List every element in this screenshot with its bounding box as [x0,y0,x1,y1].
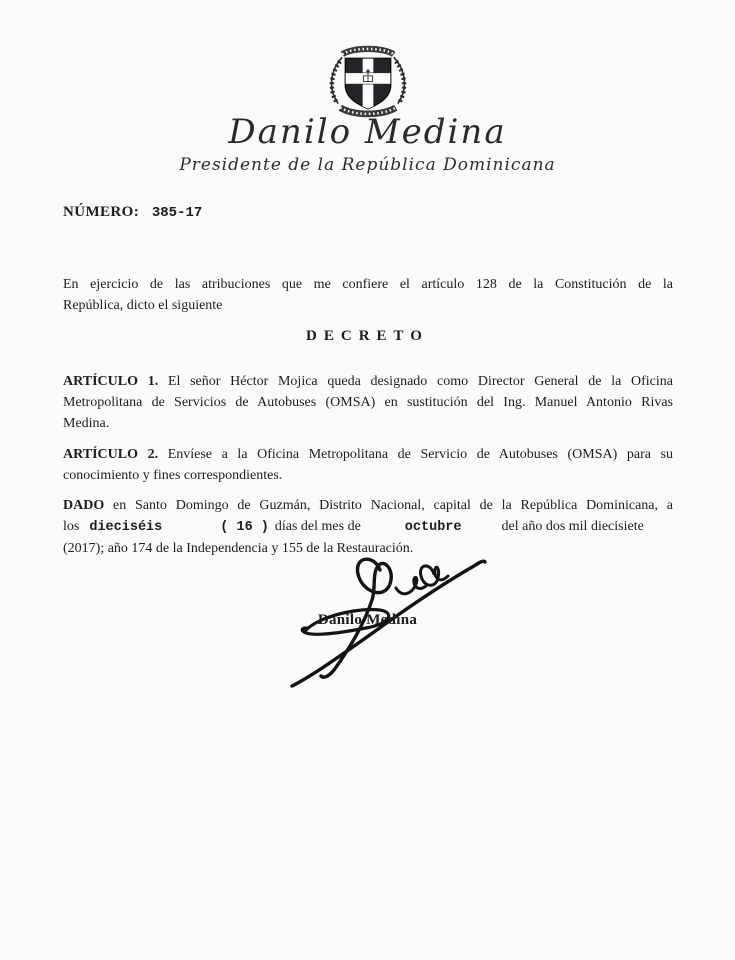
president-name-script: Danilo Medina [228,112,507,152]
article-2-line-2: conocimiento y fines correspondientes. [63,468,283,483]
coat-of-arms-icon [321,44,415,118]
dado-line-1-text: en Santo Domingo de Guzmán, Distrito Nacional, capital de la República Dominicana, a [113,498,674,513]
decree-number-value: 385-17 [151,205,203,221]
article-2-text: Envíese a la Oficina Metropolitana de Servicio de Autobuses (OMSA) para su [167,447,674,462]
article-1-paragraph [63,371,673,434]
dado-day-word-filled: dieciséis [89,520,163,535]
signature-printed-name: Danilo Medina [317,612,418,628]
dado-line-2 [63,516,673,538]
intro-paragraph [63,274,673,316]
article-2-paragraph [63,444,673,486]
article-2-label: ARTÍCULO 2. [63,447,159,462]
dado-line-3: (2017); año 174 de la Independencia y 155 de la Restauración. [63,541,414,556]
article-1-line-1 [63,371,673,392]
president-title-script: Presidente de la República Dominicana [179,155,556,175]
decree-number-label: NÚMERO: [63,204,140,220]
decree-heading: DECRETO [306,328,429,344]
dado-year-words: del año dos mil diecisiete [501,519,644,534]
dado-month-filled: octubre [404,520,462,535]
decree-number-line [63,204,673,221]
dado-line-1 [63,495,673,516]
article-2-line-1 [63,444,673,465]
dado-day-number-filled: ( 16 ) [220,520,269,535]
article-1-line-3: Medina. [63,416,110,431]
dado-los: los [63,519,80,534]
article-1-line-2: Metropolitana de Servicios de Autobuses (OMSA) en sustitución del Ing. Manuel Antonio Rivas [63,395,673,410]
dado-label: DADO [63,498,105,513]
article-1-text: El señor Héctor Mojica queda designado como Director General de la Oficina [167,374,673,389]
intro-line-2: República, dicto el siguiente [63,298,223,313]
intro-line-1: En ejercicio de las atribuciones que me confiere el artículo 128 de la Constitución de la [63,277,673,292]
article-1-label: ARTÍCULO 1. [63,374,159,389]
dado-mid-text: días del mes de [274,519,361,534]
